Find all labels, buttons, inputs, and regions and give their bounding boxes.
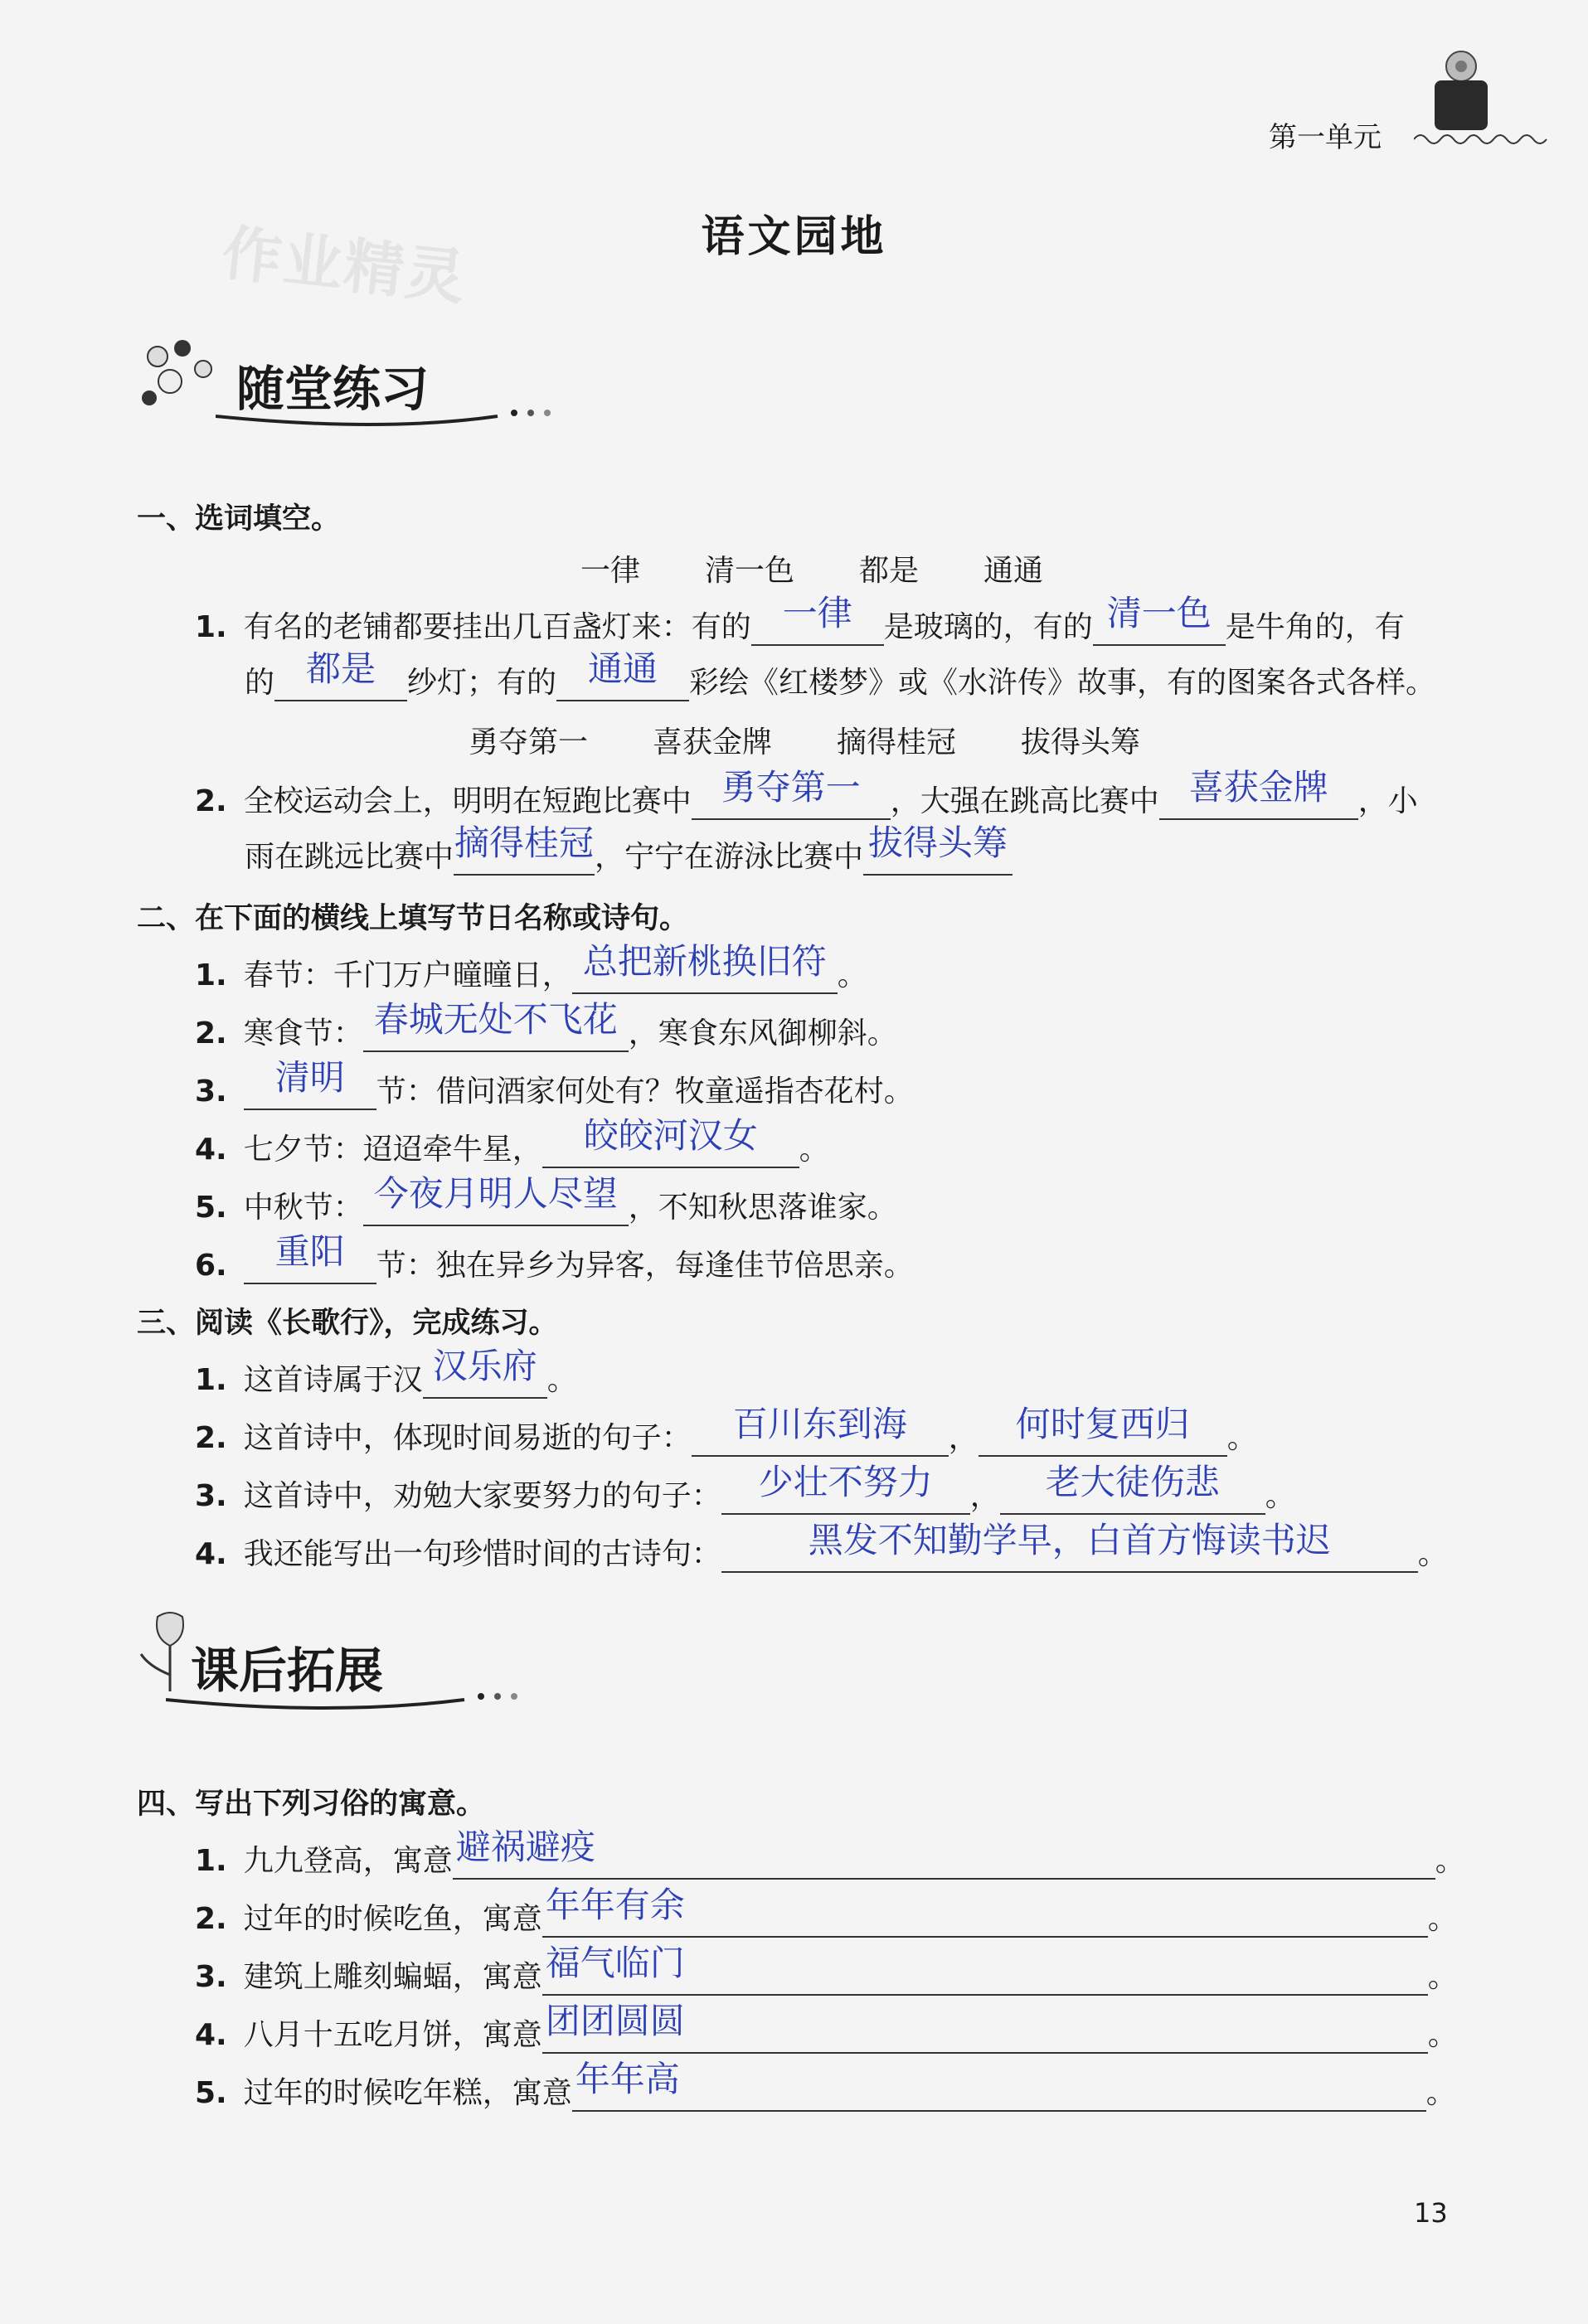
- page-number: 13: [1414, 2197, 1448, 2229]
- text: 全校运动会上，明明在短跑比赛中: [243, 784, 692, 818]
- text: 过年的时候吃年糕，寓意: [243, 2076, 572, 2110]
- question-number: 5.: [195, 1191, 227, 1225]
- text: 我还能写出一句珍惜时间的古诗句：: [243, 1537, 721, 1571]
- text: 。: [799, 1133, 829, 1167]
- s1-q1-line2: [245, 648, 1436, 701]
- answer-blank[interactable]: [572, 941, 838, 994]
- question-number: 4.: [195, 1133, 227, 1167]
- text: 建筑上雕刻蝙蝠，寓意: [243, 1960, 542, 1994]
- handwritten-answer: 今夜月明人尽望: [373, 1173, 618, 1214]
- extension-banner: [133, 1608, 547, 1708]
- text: 。: [1435, 1844, 1465, 1878]
- answer-blank[interactable]: [542, 2001, 1428, 2054]
- s4-item: [195, 1943, 1458, 1996]
- question-number: 2.: [195, 1902, 227, 1936]
- text: ，宁宁在游泳比赛中: [595, 840, 864, 874]
- option: 清一色: [705, 554, 795, 588]
- s2-item: [195, 941, 867, 994]
- flower-pot-icon: [1428, 43, 1494, 134]
- answer-blank[interactable]: [542, 1943, 1428, 1996]
- answer-blank[interactable]: [979, 1404, 1227, 1457]
- handwritten-answer: 避祸避疫: [455, 1827, 595, 1867]
- text: 彩绘《红楼梦》或《水浒传》故事，有的图案各式各样。: [689, 666, 1436, 700]
- question-number: 1.: [195, 958, 227, 992]
- text: 九九登高，寓意: [243, 1844, 453, 1878]
- text: 中秋节：: [243, 1191, 363, 1225]
- text: 是牛角的，有: [1225, 610, 1405, 644]
- answer-blank[interactable]: [572, 2059, 1426, 2112]
- answer-blank[interactable]: [556, 648, 689, 701]
- answer-blank[interactable]: [721, 1462, 970, 1515]
- text: 。: [1425, 2076, 1456, 2110]
- handwritten-answer: 重阳: [274, 1231, 345, 1272]
- answer-blank[interactable]: [454, 822, 595, 876]
- handwritten-answer: 一律: [782, 593, 852, 633]
- question-number: 4.: [195, 2018, 227, 2052]
- handwritten-answer: 拔得头筹: [868, 822, 1008, 863]
- section3-heading: 三、阅读《长歌行》，完成练习。: [137, 1307, 558, 1340]
- text: 过年的时候吃鱼，寓意: [243, 1902, 542, 1936]
- text: 春节：千门万户曈曈日，: [243, 958, 572, 992]
- extension-banner-title: 课后拓展: [191, 1642, 384, 1699]
- question-number: 3.: [195, 1960, 227, 1994]
- answer-blank[interactable]: [363, 1173, 629, 1226]
- answer-blank[interactable]: [1159, 767, 1358, 820]
- s2-item: [195, 1173, 897, 1226]
- question-number: 3.: [195, 1479, 227, 1513]
- option: 摘得桂冠: [837, 725, 957, 759]
- handwritten-answer: 黑发不知勤学早，白首方悔读书迟: [808, 1520, 1331, 1560]
- wave-decoration: [1414, 131, 1555, 148]
- s3-q2: [195, 1404, 1257, 1457]
- handwritten-answer: 少壮不努力: [758, 1462, 933, 1502]
- s3-q3: [195, 1462, 1295, 1515]
- question-number: 2.: [195, 1016, 227, 1050]
- s4-item: [195, 1885, 1458, 1938]
- answer-blank[interactable]: [244, 1231, 376, 1284]
- s1-q1-line1: [195, 593, 1405, 646]
- practice-banner: [133, 332, 547, 431]
- handwritten-answer: 百川东到海: [732, 1404, 907, 1444]
- handwritten-answer: 摘得桂冠: [454, 822, 595, 863]
- handwritten-answer: 年年高: [575, 2059, 680, 2099]
- text: 是玻璃的，有的: [883, 610, 1093, 644]
- word-options-b: [469, 719, 1205, 761]
- text: 节：独在异乡为异客，每逢佳节倍思亲。: [376, 1249, 914, 1283]
- s1-q2-line2: [245, 822, 1013, 876]
- answer-blank[interactable]: [692, 767, 891, 820]
- text: 。: [837, 958, 867, 992]
- handwritten-answer: 年年有余: [545, 1885, 685, 1925]
- unit-label: 第一单元: [1269, 121, 1382, 154]
- text: 七夕节：迢迢牵牛星，: [243, 1133, 542, 1167]
- text: 寒食节：: [243, 1016, 363, 1050]
- handwritten-answer: 团团圆圆: [545, 2001, 685, 2041]
- text: 节：借问酒家何处有？牧童遥指杏花村。: [376, 1075, 914, 1109]
- question-number: 1.: [195, 1844, 227, 1878]
- section1-heading: 一、选词填空。: [137, 502, 341, 536]
- handwritten-answer: 清明: [274, 1057, 345, 1098]
- section4-heading: 四、写出下列习俗的寓意。: [137, 1788, 486, 1821]
- answer-blank[interactable]: [274, 648, 407, 701]
- s4-item: [195, 1827, 1465, 1880]
- s2-item: [195, 1057, 914, 1110]
- text: ，不知秋思落谁家。: [628, 1191, 897, 1225]
- text: ，小: [1357, 784, 1418, 818]
- watermark: 作业精灵: [218, 217, 470, 313]
- handwritten-answer: 喜获金牌: [1188, 767, 1328, 808]
- text: 这首诗属于汉: [243, 1363, 423, 1397]
- section2-heading: 二、在下面的横线上填写节日名称或诗句。: [137, 902, 689, 935]
- answer-blank[interactable]: [453, 1827, 1435, 1880]
- banner-underline: [166, 1691, 597, 1716]
- text: ，寒食东风御柳斜。: [628, 1016, 897, 1050]
- banner-underline: [216, 408, 647, 433]
- option: 勇夺第一: [469, 725, 589, 759]
- text: ，大强在跳高比赛中: [890, 784, 1159, 818]
- text: 。: [1427, 1960, 1458, 1994]
- s4-item: [195, 2001, 1458, 2054]
- s2-item: [195, 1231, 914, 1284]
- question-number: 6.: [195, 1249, 227, 1283]
- text: 。: [546, 1363, 577, 1397]
- handwritten-answer: 老大徒伤悲: [1045, 1462, 1220, 1502]
- question-number: 1.: [195, 1363, 227, 1397]
- s1-q2-line1: [195, 767, 1418, 820]
- text: 雨在跳远比赛中: [245, 840, 454, 874]
- option: 一律: [580, 554, 641, 588]
- question-number: 2.: [195, 784, 227, 818]
- question-number: 4.: [195, 1537, 227, 1571]
- answer-blank[interactable]: [244, 1057, 376, 1110]
- answer-blank[interactable]: [1000, 1462, 1265, 1515]
- text: 纱灯；有的: [407, 666, 557, 700]
- answer-blank[interactable]: [363, 999, 629, 1052]
- question-number: 3.: [195, 1075, 227, 1109]
- text: 的: [245, 666, 275, 700]
- text: 。: [1226, 1421, 1257, 1455]
- s4-item: [195, 2059, 1456, 2112]
- answer-blank[interactable]: [423, 1346, 547, 1399]
- handwritten-answer: 都是: [306, 648, 376, 689]
- answer-blank[interactable]: [751, 593, 884, 646]
- handwritten-answer: 春城无处不飞花: [373, 999, 618, 1040]
- handwritten-answer: 总把新桃换旧符: [582, 941, 827, 982]
- handwritten-answer: 通通: [588, 648, 658, 689]
- text: ，: [969, 1479, 1000, 1513]
- text: 。: [1427, 1902, 1458, 1936]
- text: 。: [1265, 1479, 1295, 1513]
- option: 通通: [983, 554, 1044, 588]
- s3-q4: [195, 1520, 1448, 1573]
- answer-blank[interactable]: [863, 822, 1013, 876]
- text: 。: [1417, 1537, 1448, 1571]
- handwritten-answer: 清一色: [1106, 593, 1212, 633]
- page-title: 语文园地: [701, 212, 887, 262]
- text: 这首诗中，体现时间易逝的句子：: [243, 1421, 692, 1455]
- option: 拔得头筹: [1021, 725, 1141, 759]
- handwritten-answer: 汉乐府: [432, 1346, 537, 1386]
- handwritten-answer: 勇夺第一: [721, 767, 861, 808]
- text: 八月十五吃月饼，寓意: [243, 2018, 542, 2052]
- option: 都是: [859, 554, 920, 588]
- s3-q1: [195, 1346, 577, 1399]
- text: ，: [948, 1421, 979, 1455]
- text: 有名的老铺都要挂出几百盏灯来：有的: [243, 610, 751, 644]
- handwritten-answer: 福气临门: [545, 1943, 685, 1983]
- s2-item: [195, 1115, 829, 1168]
- answer-blank[interactable]: [542, 1885, 1428, 1938]
- answer-blank[interactable]: [721, 1520, 1418, 1573]
- text: 这首诗中，劝勉大家要努力的句子：: [243, 1479, 721, 1513]
- answer-blank[interactable]: [1093, 593, 1226, 646]
- word-options-a: [580, 547, 1108, 589]
- question-number: 5.: [195, 2076, 227, 2110]
- practice-banner-title: 随堂练习: [236, 361, 430, 417]
- text: 。: [1427, 2018, 1458, 2052]
- option: 喜获金牌: [653, 725, 773, 759]
- s2-item: [195, 999, 897, 1052]
- question-number: 2.: [195, 1421, 227, 1455]
- answer-blank[interactable]: [692, 1404, 949, 1457]
- handwritten-answer: 何时复西归: [1015, 1404, 1190, 1444]
- handwritten-answer: 皎皎河汉女: [583, 1115, 758, 1156]
- answer-blank[interactable]: [542, 1115, 799, 1168]
- question-number: 1.: [195, 610, 227, 644]
